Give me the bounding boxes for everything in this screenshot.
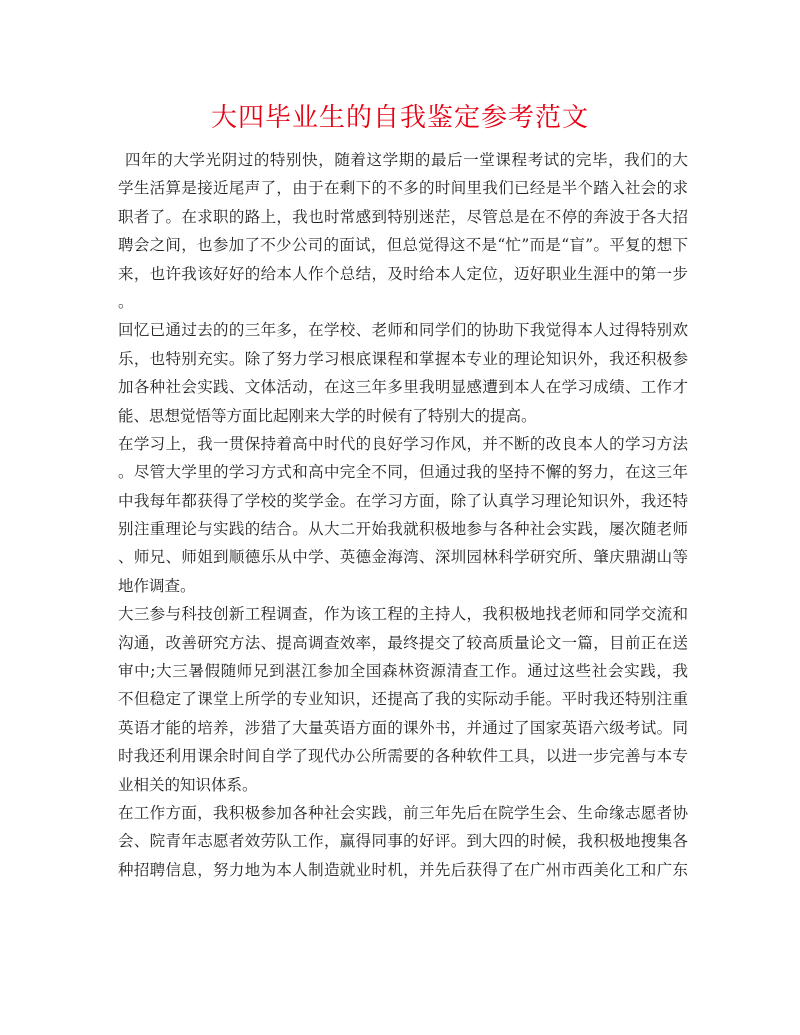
body-line: 大三参与科技创新工程调查，作为该工程的主持人，我积极地找老师和同学交流和 xyxy=(118,605,688,624)
body-line: 英语才能的培养，涉猎了大量英语方面的课外书，并通过了国家英语六级考试。同 xyxy=(118,718,688,737)
body-line: 不但稳定了课堂上所学的专业知识，还提高了我的实际动手能。平时我还特别注重 xyxy=(118,690,688,709)
body-line: 沟通，改善研究方法、提高调查效率，最终提交了较高质量论文一篇，目前正在送 xyxy=(118,633,688,652)
body-line: 在学习上，我一贯保持着高中时代的良好学习作风，并不断的改良本人的学习方法 xyxy=(118,434,688,453)
body-line: 业相关的知识体系。 xyxy=(118,775,258,794)
body-line: 时我还利用课余时间自学了现代办公所需要的各种软件工具，以进一步完善与本专 xyxy=(118,747,688,766)
document-body xyxy=(118,146,688,884)
body-line: 学生活算是接近尾声了，由于在剩下的不多的时间里我们已经是半个踏入社会的求 xyxy=(118,179,688,198)
body-line: 能、思想觉悟等方面比起刚来大学的时候有了特别大的提高。 xyxy=(118,406,537,425)
body-line: 地作调查。 xyxy=(118,576,196,595)
body-line: 职者了。在求职的路上，我也时常感到特别迷茫，尽管总是在不停的奔波于各大招 xyxy=(118,207,688,226)
body-line: 中我每年都获得了学校的奖学金。在学习方面，除了认真学习理论知识外，我还特 xyxy=(118,491,688,510)
body-line: 来，也许我该好好的给本人作个总结，及时给本人定位，迈好职业生涯中的第一步 xyxy=(118,264,688,283)
body-line: 回忆已通过去的的三年多，在学校、老师和同学们的协助下我觉得本人过得特别欢 xyxy=(118,321,688,340)
body-line: 审中;大三暑假随师兄到湛江参加全国森林资源清查工作。通过这些社会实践，我 xyxy=(118,662,688,681)
body-line: 四年的大学光阴过的特别快，随着这学期的最后一堂课程考试的完毕，我们的大 xyxy=(125,151,688,169)
body-line: 乐，也特别充实。除了努力学习根底课程和掌握本专业的理论知识外，我还积极参 xyxy=(118,349,688,368)
document-title: 大四毕业生的自我鉴定参考范文 xyxy=(210,103,589,133)
body-line: 别注重理论与实践的结合。从大二开始我就积极地参与各种社会实践，屡次随老师 xyxy=(118,520,688,539)
body-line: 聘会之间，也参加了不少公司的面试，但总觉得这不是“忙”而是“盲”。平复的想下 xyxy=(118,236,688,255)
body-line: 。尽管大学里的学习方式和高中完全不同，但通过我的坚持不懈的努力，在这三年 xyxy=(118,463,688,482)
body-line: 种招聘信息，努力地为本人制造就业时机，并先后获得了在广州市西美化工和广东 xyxy=(118,860,688,879)
body-line: 会、院青年志愿者效劳队工作，赢得同事的好评。到大四的时候，我积极地搜集各 xyxy=(118,832,688,851)
body-line: 加各种社会实践、文体活动，在这三年多里我明显感遭到本人在学习成绩、工作才 xyxy=(118,378,688,397)
body-line: 。 xyxy=(118,292,134,311)
body-line: 在工作方面，我积极参加各种社会实践，前三年先后在院学生会、生命缘志愿者协 xyxy=(118,803,688,822)
body-line: 、师兄、师姐到顺德乐从中学、英德金海湾、深圳园林科学研究所、肇庆鼎湖山等 xyxy=(118,548,688,567)
